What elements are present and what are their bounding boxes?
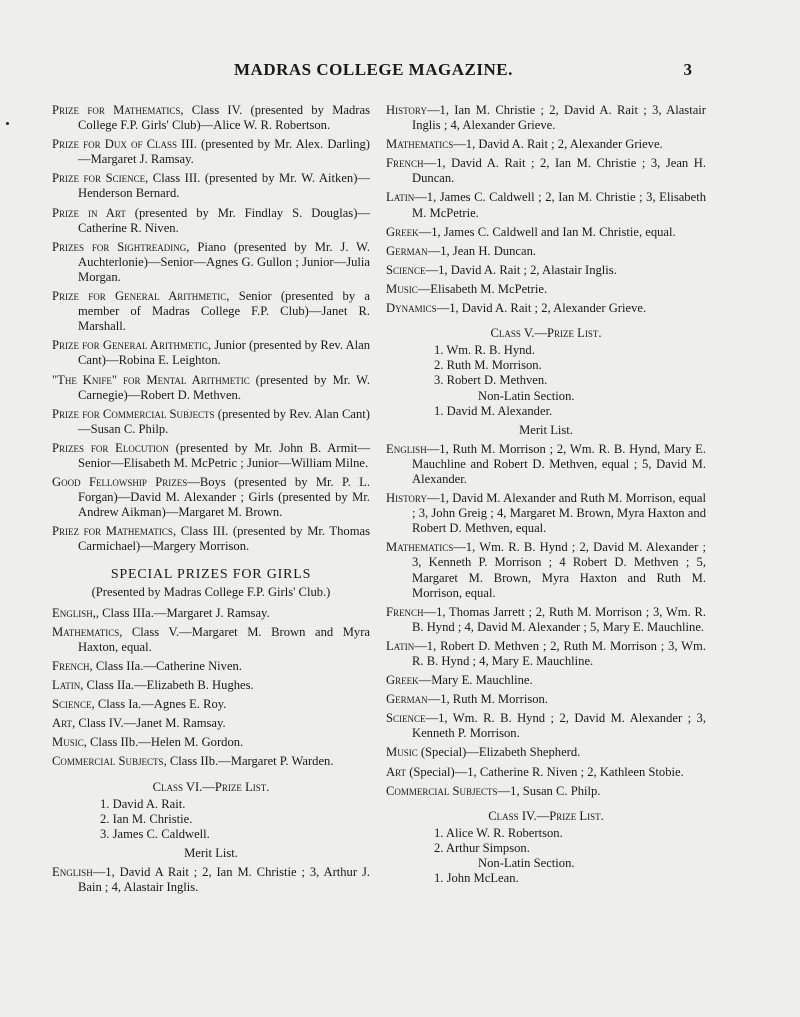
class4-nonlatin-list (386, 871, 706, 886)
merit-entry: Music (Special)—Elizabeth Shepherd. (386, 745, 581, 760)
prize-list (52, 103, 370, 555)
prize-entry: "The Knife" for Mental Arithmetic (presented by Mr. W. Carnegie)—Robert D. Methven. (52, 372, 370, 402)
prize-entry: Prize for Mathematics, Class IV. (presented by Madras College F.P. Girls' Club)—Alice W. R. Robertson. (52, 103, 370, 133)
special-prize-entry: Latin, Class IIa.—Elizabeth B. Hughes. (52, 678, 254, 693)
merit-entry: Science—1, David A. Rait ; 2, Alastair Inglis. (386, 262, 617, 277)
merit-entry: English—1, Ruth M. Morrison ; 2, Wm. R. B. Hynd, Mary E. Mauchline and Robert D. Methven, equal ; 5, David M. Alexander. (386, 441, 706, 486)
prize-entry: Prize for Dux of Class III. (presented by Mr. Alex. Darling)—Margaret J. Ramsay. (52, 137, 370, 167)
class5-prize-list (386, 343, 706, 388)
prize-list-item: 3. James C. Caldwell. (100, 826, 210, 841)
special-prize-entry: Science, Class Ia.—Agnes E. Roy. (52, 697, 227, 712)
prize-entry: Prize for Commercial Subjects (presented by Rev. Alan Cant)—Susan C. Philp. (52, 406, 370, 436)
margin-speck (6, 122, 9, 125)
class5-nonlatin-list (386, 404, 706, 419)
special-prize-entry: Commercial Subjects, Class IIb.—Margaret P. Warden. (52, 754, 334, 769)
merit-entry: Mathematics—1, Wm. R. B. Hynd ; 2, David M. Alexander ; 3, Kenneth P. Morrison ; 4 Robert D. Methven ; 5, Margaret M. Brown, Myra Haxton and Ruth M. Morrison, equal. (386, 540, 706, 600)
class6-prize-list (52, 797, 370, 842)
class4-prize-list (386, 826, 706, 856)
prize-entry: Prize for General Arithmetic, Senior (presented by a member of Madras College F.P. Club)—Janet R. Marshall. (52, 289, 370, 334)
class6-merit-heading: Merit List. (184, 845, 238, 860)
merit-entry: French—1, David A. Rait ; 2, Ian M. Christie ; 3, Jean H. Duncan. (386, 156, 706, 186)
class5-prize-heading: Class V.—Prize List. (490, 326, 602, 341)
merit-entry: Latin—1, Robert D. Methven ; 2, Ruth M. Morrison ; 3, Wm. R. B. Hynd ; 4, Mary E. Mauchline. (386, 638, 706, 668)
merit-entry: French—1, Thomas Jarrett ; 2, Ruth M. Morrison ; 3, Wm. R. B. Hynd ; 4, David M. Alexander ; 5, Mary E. Mauchline. (386, 604, 706, 634)
special-prize-entry: English,, Class IIIa.—Margaret J. Ramsay. (52, 605, 270, 620)
prize-list-item: 1. David A. Rait. (100, 796, 186, 811)
class6-prize-heading: Class VI.—Prize List. (152, 779, 270, 794)
merit-entry: Greek—1, James C. Caldwell and Ian M. Christie, equal. (386, 224, 676, 239)
class4-prize-heading: Class IV.—Prize List. (488, 808, 604, 823)
special-prize-entry: French, Class IIa.—Catherine Niven. (52, 659, 242, 673)
prize-list-item: 2. Ian M. Christie. (100, 811, 193, 826)
special-prize-entry: Music, Class IIb.—Helen M. Gordon. (52, 735, 244, 750)
merit-entry: History—1, David M. Alexander and Ruth M. Morrison, equal ; 3, John Greig ; 4, Margaret M. Brown, Myra Haxton and Robert D. Methven, equal. (386, 491, 706, 536)
merit-entry: German—1, Jean H. Duncan. (386, 243, 537, 258)
right-column (386, 103, 706, 886)
nonlatin-list-item: 1. John McLean. (434, 871, 519, 886)
prize-entry: Good Fellowship Prizes—Boys (presented by Mr. P. L. Forgan)—David M. Alexander ; Girls (presented by Mr. Andrew Aikman)—Margaret M. Brown. (52, 475, 370, 520)
prize-entry: Prize for General Arithmetic, Junior (presented by Rev. Alan Cant)—Robina E. Leighton. (52, 338, 370, 368)
page-number: 3 (683, 60, 692, 79)
merit-entry: Greek—Mary E. Mauchline. (386, 673, 533, 688)
merit-entry: Art (Special)—1, Catherine R. Niven ; 2, Kathleen Stobie. (386, 764, 684, 779)
special-prize-entry: Mathematics, Class V.—Margaret M. Brown and Myra Haxton, equal. (52, 624, 370, 654)
prize-list-item: 3. Robert D. Methven. (434, 373, 548, 388)
magazine-title: MADRAS COLLEGE MAGAZINE. (234, 60, 513, 79)
special-prize-list (52, 606, 370, 770)
class4-nonlatin-label: Non-Latin Section. (478, 856, 575, 871)
left-column (52, 103, 370, 899)
prize-entry: Prizes for Sightreading, Piano (presented by Mr. J. W. Auchterlonie)—Senior—Agnes G. Gullon ; Junior—Julia Morgan. (52, 239, 370, 284)
special-prizes-subheading: (Presented by Madras College F.P. Girls' Club.) (91, 584, 331, 599)
prize-list-item: 2. Arthur Simpson. (434, 840, 530, 855)
merit-entry: Dynamics—1, David A. Rait ; 2, Alexander Grieve. (386, 301, 647, 316)
nonlatin-list-item: 1. David M. Alexander. (434, 403, 553, 418)
prize-list-item: 1. Alice W. R. Robertson. (434, 825, 563, 840)
merit-entry: History—1, Ian M. Christie ; 2, David A. Rait ; 3, Alastair Inglis ; 4, Alexander Grieve. (386, 103, 706, 133)
merit-entry: Science—1, Wm. R. B. Hynd ; 2, David M. Alexander ; 3, Kenneth P. Morrison. (386, 711, 706, 741)
prize-entry: Priez for Mathematics, Class III. (presented by Mr. Thomas Carmichael)—Margery Morrison. (52, 524, 370, 554)
prize-entry: Prizes for Elocution (presented by Mr. John B. Armit—Senior—Elisabeth M. McPetric ; Junior—William Milne. (52, 440, 370, 470)
merit-entry: Commercial Subjects—1, Susan C. Philp. (386, 783, 601, 798)
prize-list-item: 1. Wm. R. B. Hynd. (434, 343, 535, 358)
merit-entry: Latin—1, James C. Caldwell ; 2, Ian M. Christie ; 3, Elisabeth M. McPetrie. (386, 190, 706, 220)
special-prizes-heading: SPECIAL PRIZES FOR GIRLS (110, 566, 312, 582)
merit-entry: German—1, Ruth M. Morrison. (386, 692, 548, 707)
merit-entry: Mathematics—1, David A. Rait ; 2, Alexander Grieve. (386, 137, 663, 152)
class6-merit-list (386, 103, 706, 316)
page-header (0, 60, 800, 88)
prize-list-item: 2. Ruth M. Morrison. (434, 358, 542, 373)
class5-nonlatin-label: Non-Latin Section. (478, 388, 575, 403)
class5-merit-heading: Merit List. (519, 422, 573, 437)
merit-entry: English—1, David A Rait ; 2, Ian M. Christie ; 3, Arthur J. Bain ; 4, Alastair Inglis. (52, 865, 370, 895)
prize-entry: Prize for Science, Class III. (presented by Mr. W. Aitken)—Henderson Bernard. (52, 171, 370, 201)
special-prize-entry: Art, Class IV.—Janet M. Ramsay. (52, 716, 226, 731)
class5-merit-list (386, 442, 706, 799)
merit-entry: Music—Elisabeth M. McPetrie. (386, 281, 548, 296)
prize-entry: Prize in Art (presented by Mr. Findlay S. Douglas)—Catherine R. Niven. (52, 205, 370, 235)
